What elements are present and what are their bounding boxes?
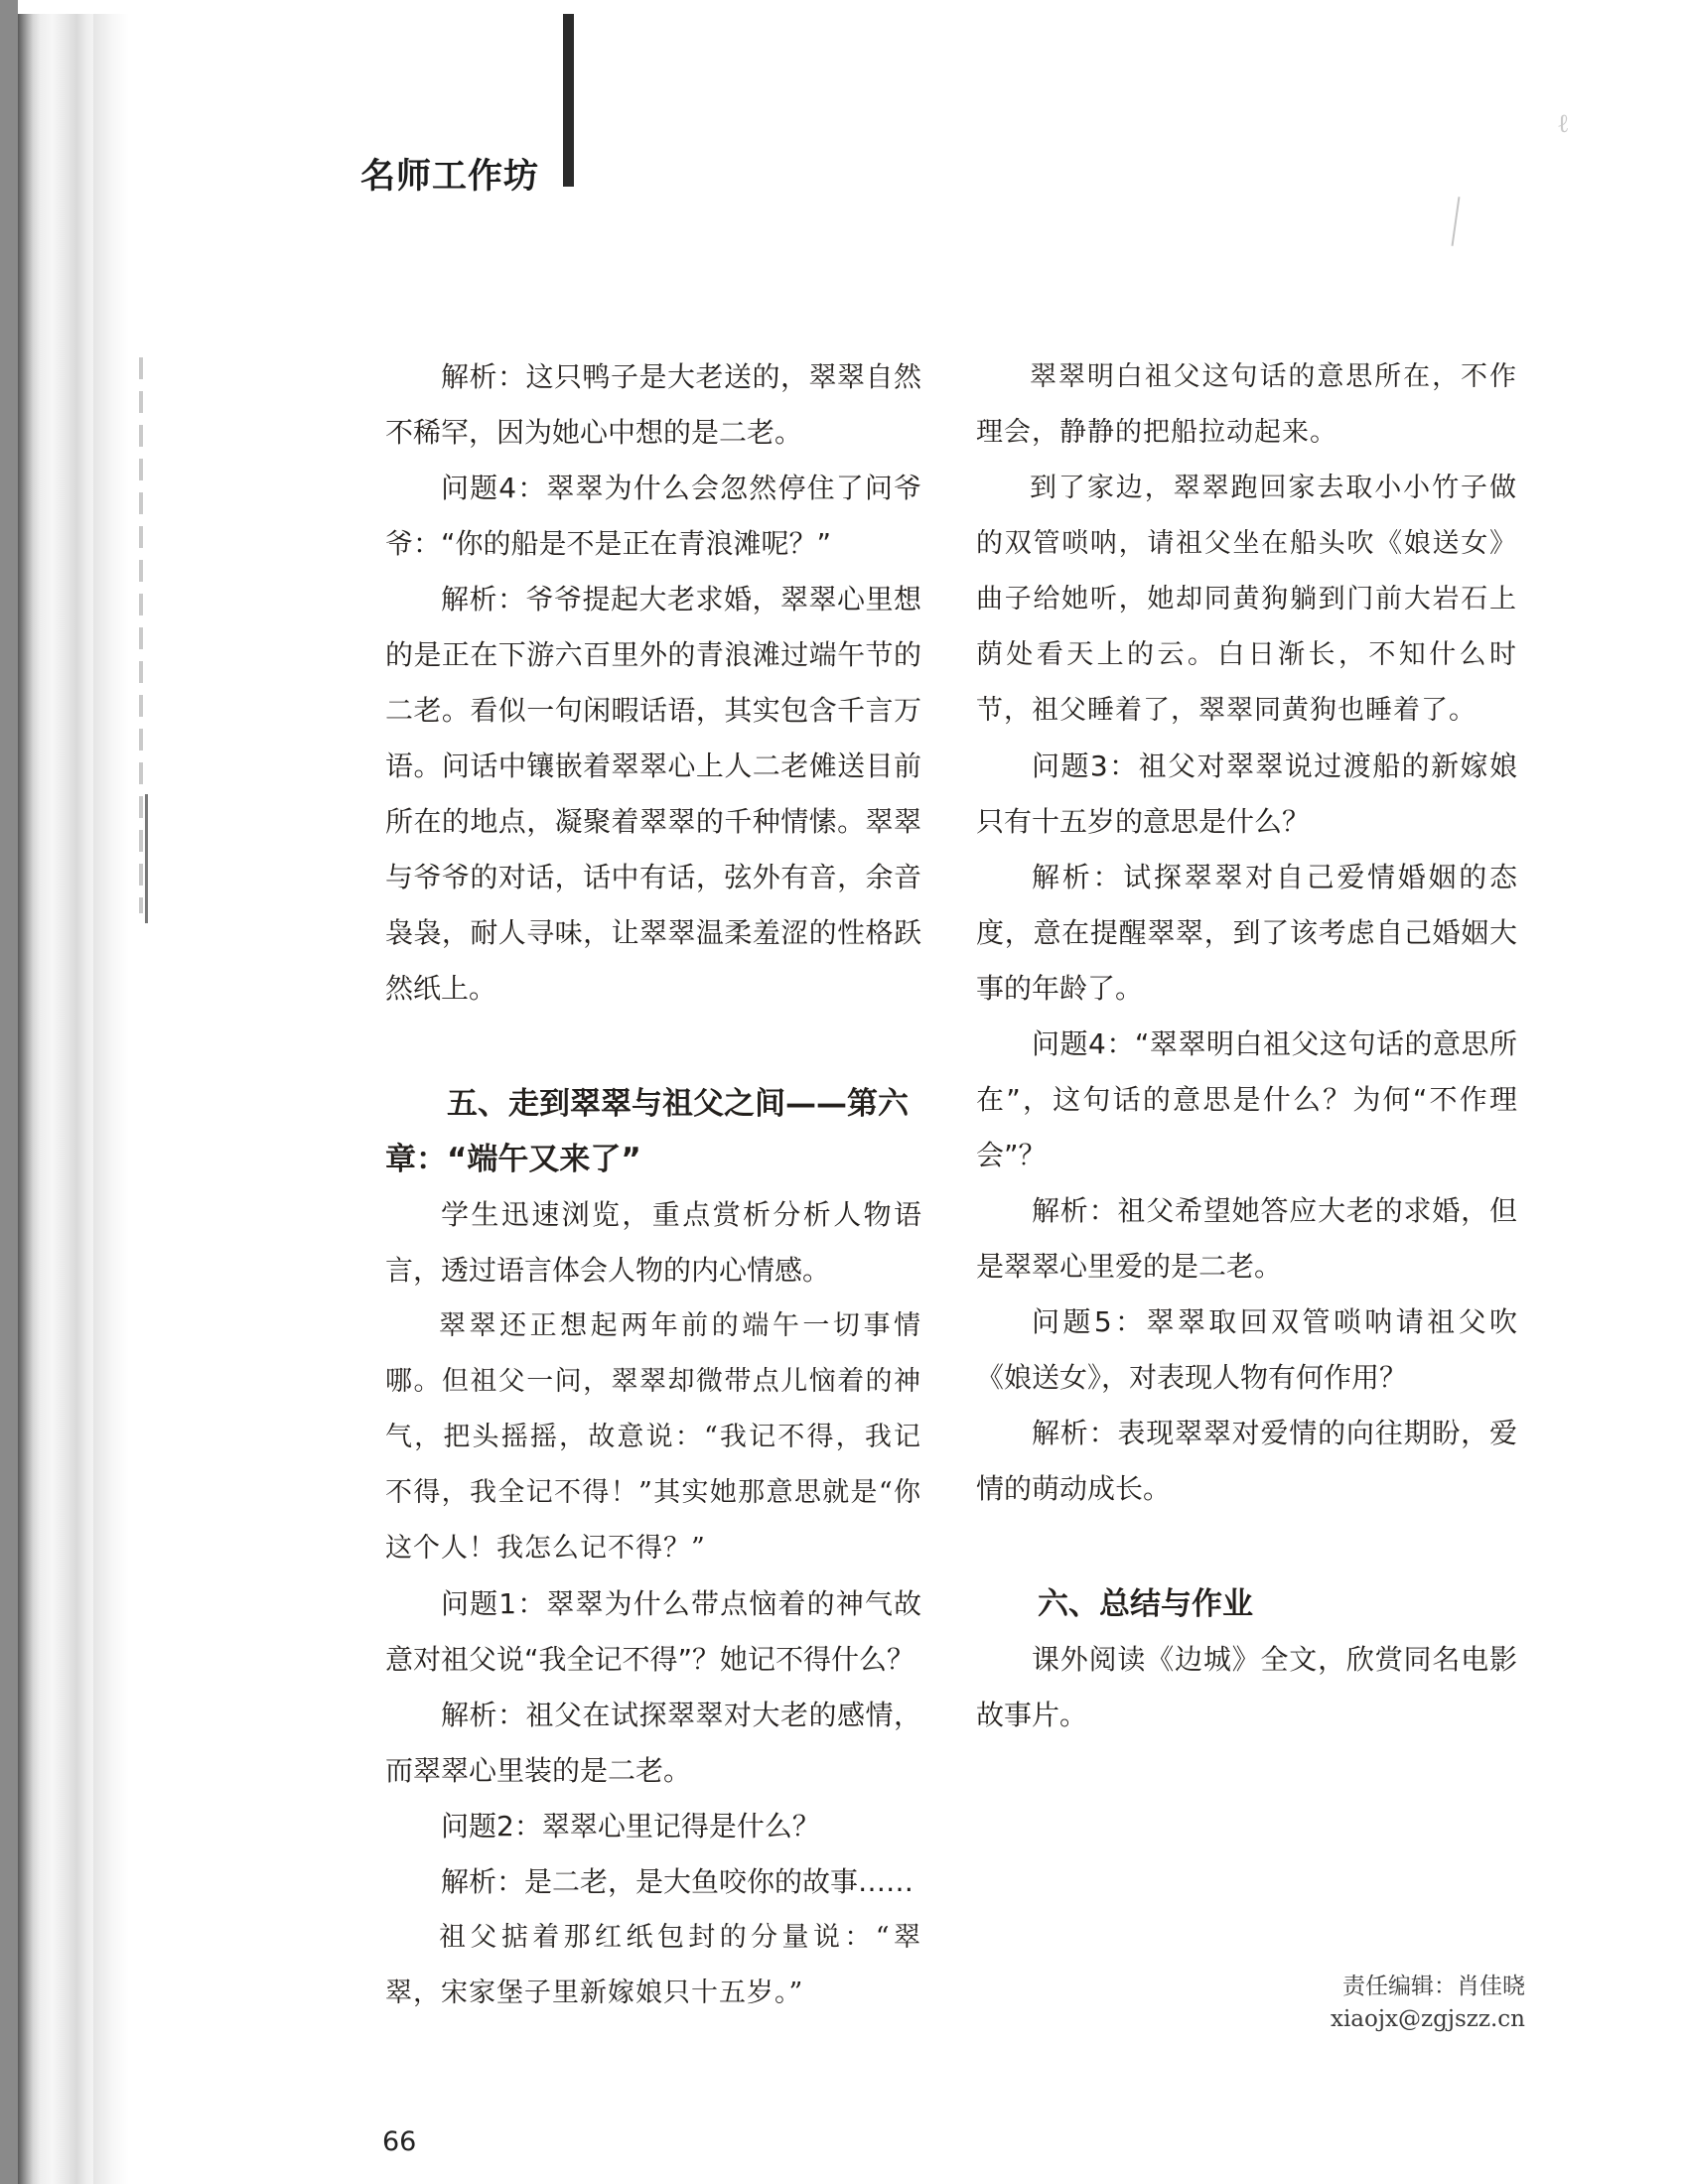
question: 问题1：翠翠为什么带点恼着的神气故意对祖父说“我全记不得”？她记不得什么？ <box>385 1587 921 1676</box>
paragraph: 学生迅速浏览，重点赏析分析人物语言，透过语言体会人物的内心情感。 <box>385 1198 921 1287</box>
editor-email: xiaojx@zgjszz.cn <box>1330 2006 1525 2032</box>
book-spine <box>18 14 93 2184</box>
gutter-shadow-dark <box>145 794 148 923</box>
page-number: 66 <box>382 2126 417 2157</box>
scan-border <box>0 0 18 2184</box>
editor-name: 责任编辑：肖佳晓 <box>1342 1974 1525 1999</box>
answer: 解析：是二老，是大鱼咬你的故事…… <box>441 1865 914 1898</box>
gutter-shadow <box>139 357 143 913</box>
question: 问题2：翠翠心里记得是什么？ <box>441 1810 820 1843</box>
paragraph: 解析：这只鸭子是大老送的，翠翠自然不稀罕，因为她心中想的是二老。 <box>385 360 921 449</box>
header-bar <box>563 14 574 187</box>
paragraph: 问题4：翠翠为什么会忽然停住了问爷爷：“你的船是不是正在青浪滩呢？” <box>385 472 921 560</box>
section-gap <box>385 1017 921 1076</box>
paragraph: 课外阅读《边城》全文，欣赏同名电影故事片。 <box>976 1643 1517 1731</box>
section-gap <box>976 1517 1517 1576</box>
answer: 解析：祖父在试探翠翠对大老的感情，而翠翠心里装的是二老。 <box>385 1699 921 1787</box>
excerpt: 翠翠还正想起两年前的端午一切事情哪。但祖父一问，翠翠却微带点儿恼着的神气，把头摇摇，故意说：“我记不得，我记不得，我全记不得！”其实她那意思就是“你这个人！我怎么记不得？” <box>385 1310 921 1564</box>
right-column <box>976 349 1517 1743</box>
excerpt: 到了家边，翠翠跑回家去取小小竹子做的双管唢呐，请祖父坐在船头吹《娘送女》曲子给她听，她却同黄狗躺到门前大岩石上荫处看天上的云。白日渐长，不知什么时节，祖父睡着了，翠翠同黄狗也睡着了。 <box>976 473 1517 726</box>
excerpt: 翠翠明白祖父这句话的意思所在，不作理会，静静的把船拉动起来。 <box>976 361 1517 448</box>
left-column <box>385 349 921 2021</box>
scan-mark-line <box>1452 197 1461 246</box>
page-edge <box>93 14 129 2184</box>
section-heading: 五、走到翠翠与祖父之间——第六章：“端午又来了” <box>385 1086 909 1177</box>
editor-credit <box>1331 1971 1525 2036</box>
question: 问题3：祖父对翠翠说过渡船的新嫁娘只有十五岁的意思是什么？ <box>976 750 1517 838</box>
question: 问题4：“翠翠明白祖父这句话的意思所在”，这句话的意思是什么？为何“不作理会”？ <box>976 1027 1517 1171</box>
answer: 解析：祖父希望她答应大老的求婚，但是翠翠心里爱的是二老。 <box>976 1194 1517 1283</box>
paragraph: 解析：爷爷提起大老求婚，翠翠心里想的是正在下游六百里外的青浪滩过端午节的二老。看似一句闲暇话语，其实包含千言万语。问话中镶嵌着翠翠心上人二老傩送目前所在的地点，凝聚着翠翠的千种情愫。翠翠与爷爷的对话，话中有话，弦外有音，余音袅袅，耐人寻味，让翠翠温柔羞涩的性格跃然纸上。 <box>385 583 921 1005</box>
column-title: 名师工作坊 <box>360 157 540 197</box>
excerpt: 祖父掂着那红纸包封的分量说：“翠翠，宋家堡子里新嫁娘只十五岁。” <box>385 1922 921 2008</box>
answer: 解析：试探翠翠对自己爱情婚姻的态度，意在提醒翠翠，到了该考虑自己婚姻大事的年龄了。 <box>976 861 1517 1005</box>
answer: 解析：表现翠翠对爱情的向往期盼，爱情的萌动成长。 <box>976 1417 1517 1505</box>
question: 问题5：翠翠取回双管唢呐请祖父吹《娘送女》，对表现人物有何作用？ <box>976 1305 1517 1394</box>
section-heading: 六、总结与作业 <box>1038 1586 1253 1622</box>
scan-mark: ℓ <box>1557 109 1570 139</box>
